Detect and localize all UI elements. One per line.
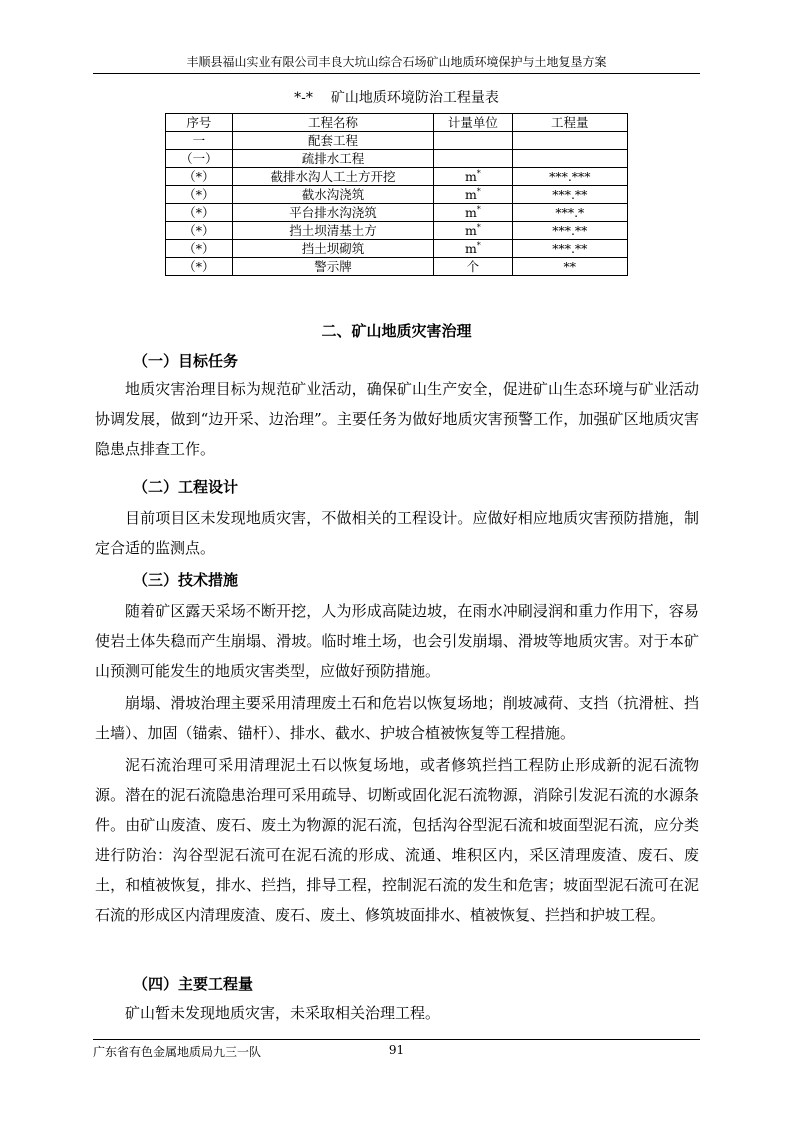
cell-name-text: 配套工程 (307, 133, 358, 148)
page-header-title: 丰顺县福山实业有限公司丰良大坑山综合石场矿山地质环境保护与土地复垦方案 (186, 55, 607, 69)
cell-name-text: 警示牌 (314, 259, 352, 274)
cell-name-text: 挡土坝砌筑 (301, 241, 365, 256)
table-row (166, 132, 628, 150)
header-rule (93, 73, 700, 74)
cell-name-text: 截排水沟人工土方开挖 (270, 169, 396, 184)
cell-no-text: （*） (183, 169, 215, 184)
unit-superscript: * (476, 186, 481, 196)
cell-unit (434, 168, 512, 186)
table-body (166, 132, 628, 276)
cell-qty-text: ***.** (552, 187, 588, 202)
cell-qty (512, 258, 627, 276)
table-row (166, 168, 628, 186)
cell-qty (512, 204, 627, 222)
table-row (166, 150, 628, 168)
cell-unit-text: m (464, 223, 477, 238)
paragraph-quantities: 矿山暂未发现地质灾害，未采取相关治理工程。 (125, 1004, 441, 1022)
paragraph-measures-3: 泥石流治理可采用清理泥土石以恢复场地，或者修筑拦挡工程防止形成新的泥石流物源。潜在的泥石流隐患治理可采用疏导、切断或固化泥石流物源，消除引发泥石流的水源条件。由矿山废渣、废石、废土为物源的泥石流，包括沟谷型泥石流和坡面型泥石流，应分类进行防治：沟谷型泥石流可在泥石流的形成、流通、堆积区内，采区清理废渣、废石、废土，和植被恢复，排水、拦挡，排导工程，控制泥石流的发生和危害；坡面型泥石流可在泥石流的形成区内清理废渣、废石、废土、修筑坡面排水、植被恢复、拦挡和护坡工程。 (95, 756, 699, 924)
cell-name-text: 平台排水沟浇筑 (289, 205, 377, 220)
cell-no-text: 一 (192, 133, 206, 148)
cell-unit (434, 204, 512, 222)
col-header-unit: 计量单位 (434, 114, 512, 132)
cell-no (166, 204, 233, 222)
cell-qty-text: ***.*** (549, 169, 591, 184)
table-caption (0, 87, 793, 107)
cell-name (232, 222, 433, 240)
page-number: 91 (388, 1043, 405, 1057)
cell-no (166, 132, 233, 150)
cell-qty-text: ***.** (552, 223, 588, 238)
table-caption-text: 矿山地质环境防治工程量表 (330, 90, 499, 106)
cell-unit-text: 个 (466, 259, 480, 274)
footer-organization: 广东省有色金属地质局九三一队 (93, 1045, 262, 1059)
cell-name-text: 截水沟浇筑 (301, 187, 365, 202)
cell-no (166, 258, 233, 276)
col-header-name: 工程名称 (232, 114, 433, 132)
unit-superscript: * (476, 240, 481, 250)
cell-qty (512, 168, 627, 186)
table-row (166, 258, 628, 276)
paragraph-goals: 地质灾害治理目标为规范矿业活动，确保矿山生产安全，促进矿山生态环境与矿业活动协调发展，做到“边开采、边治理”。主要任务为做好地质灾害预警工作，加强矿区地质灾害隐患点排查工作。 (95, 380, 699, 458)
cell-unit (434, 258, 512, 276)
table-row (166, 204, 628, 222)
cell-name (232, 258, 433, 276)
cell-no-text: （*） (183, 241, 215, 256)
cell-unit (434, 222, 512, 240)
cell-name (232, 132, 433, 150)
cell-unit (434, 132, 512, 150)
cell-name-text: 挡土坝清基土方 (289, 223, 377, 238)
cell-unit-text: m (464, 205, 477, 220)
cell-no (166, 168, 233, 186)
paragraph-design: 目前项目区未发现地质灾害，不做相关的工程设计。应做好相应地质灾害预防措施，制定合适的监测点。 (95, 509, 699, 557)
cell-name (232, 240, 433, 258)
cell-no-text: （*） (183, 205, 215, 220)
cell-no-text: （*） (183, 223, 215, 238)
cell-name (232, 204, 433, 222)
cell-no (166, 222, 233, 240)
table-header-row (166, 114, 628, 132)
cell-no (166, 186, 233, 204)
cell-qty (512, 150, 627, 168)
subsection-title-measures: （三）技术措施 (133, 571, 239, 589)
footer-rule (93, 1039, 700, 1040)
cell-unit-text: m (464, 241, 477, 256)
cell-qty (512, 222, 627, 240)
cell-no-text: （*） (183, 187, 215, 202)
unit-superscript: * (476, 168, 481, 178)
cell-no (166, 240, 233, 258)
subsection-title-goals: （一）目标任务 (133, 352, 239, 370)
section-heading: 二、矿山地质灾害治理 (321, 322, 472, 340)
cell-unit-text: m (464, 187, 477, 202)
cell-unit (434, 240, 512, 258)
cell-qty (512, 186, 627, 204)
cell-name (232, 168, 433, 186)
cell-unit (434, 150, 512, 168)
cell-name-text: 疏排水工程 (301, 151, 365, 166)
cell-unit (434, 186, 512, 204)
cell-unit-text: m (464, 169, 477, 184)
unit-superscript: * (476, 222, 481, 232)
cell-no-text: （*） (183, 259, 215, 274)
cell-no (166, 150, 233, 168)
col-header-no: 序号 (166, 114, 233, 132)
table-row (166, 240, 628, 258)
cell-qty (512, 132, 627, 150)
cell-name (232, 150, 433, 168)
table-caption-number: *-* (294, 90, 313, 106)
table-row (166, 222, 628, 240)
engineering-quantity-table (165, 113, 628, 276)
cell-no-text: （一） (180, 151, 218, 166)
subsection-title-design: （二）工程设计 (133, 478, 239, 496)
unit-superscript: * (476, 204, 481, 214)
cell-name (232, 186, 433, 204)
paragraph-measures-1: 随着矿区露天采场不断开挖，人为形成高陡边坡，在雨水冲刷浸润和重力作用下，容易使岩土体失稳而产生崩塌、滑坡。临时堆土场，也会引发崩塌、滑坡等地质灾害。对于本矿山预测可能发生的地质灾害类型，应做好预防措施。 (95, 602, 699, 680)
col-header-qty: 工程量 (512, 114, 627, 132)
subsection-title-quantities: （四）主要工程量 (133, 975, 254, 993)
table-row (166, 186, 628, 204)
cell-qty-text: ** (563, 259, 577, 274)
cell-qty (512, 240, 627, 258)
paragraph-measures-2: 崩塌、滑坡治理主要采用清理废土石和危岩以恢复场地；削坡减荷、支挡（抗滑桩、挡土墙）、加固（锚索、锚杆）、排水、截水、护坡合植被恢复等工程措施。 (95, 694, 699, 742)
cell-qty-text: ***.** (552, 241, 588, 256)
cell-qty-text: ***.* (555, 205, 585, 220)
